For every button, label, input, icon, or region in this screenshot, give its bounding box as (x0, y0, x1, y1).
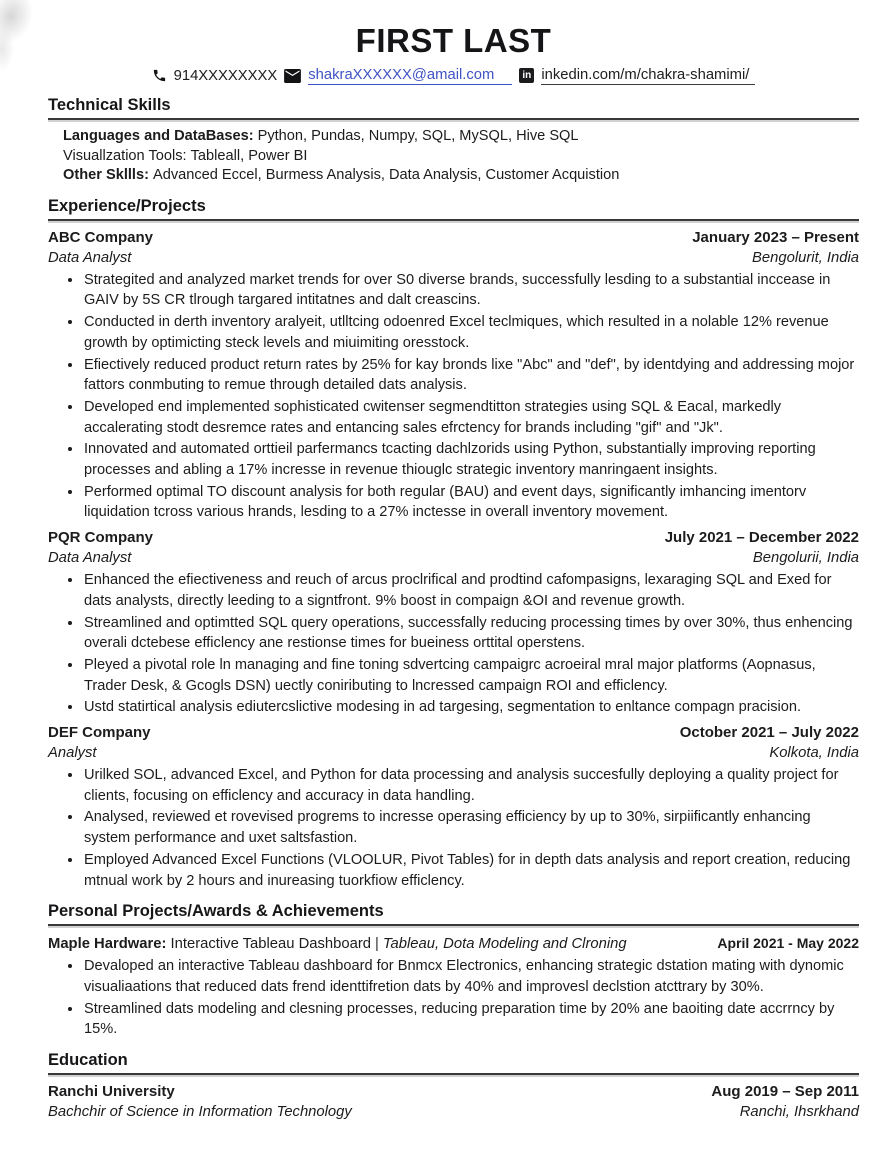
section-divider (48, 1073, 859, 1075)
job-location: Kolkota, India (769, 745, 859, 762)
project-tech: Tableau, Dota Modeling and Clroning (382, 936, 627, 953)
bullet-item: • Innovated and automated orttieil parfermancs tcacting dachlzorids using Python, substantially improving reporting processes and abling a 17% incresse in revenue thiouglc strategic inventory manringaent insights. (83, 439, 859, 480)
resume-header (48, 22, 859, 85)
bullet-item: • Ustd statirtical analysis ediutercslictive modesing in ad targesing, segmentation to enltance compagn pracision. (83, 697, 859, 718)
bullet-item: • Performed optimal TO discount analysis for both regular (BAU) and event days, significantly imhancing imentorv liquidation tcross various hrands, lesding to a 27% inctesse in overall inventory movement. (83, 482, 859, 523)
skills-value: Advanced Eccel, Burmess Analysis, Data Analysis, Customer Acquistion (152, 167, 620, 184)
section-title-projects: Personal Projects/Awards & Achievements (48, 902, 384, 921)
skills-list (63, 127, 859, 186)
phone-number: 914XXXXXXXX (173, 67, 278, 84)
bullet-item: • Efiectively reduced product return rates by 25% for kay bronds lixe "Abc" and "def", by identdying and addressing mojor fattors conmbuting to remue through detailed dats analysis. (83, 355, 859, 396)
skills-value: Tableall, Power BI (190, 147, 308, 164)
degree: Bachchir of Science in Information Technology (48, 1104, 352, 1121)
job-location: Bengolurii, India (752, 550, 859, 567)
skills-line (63, 127, 859, 147)
section-experience (48, 197, 859, 892)
section-title-technical-skills: Technical Skills (48, 95, 171, 114)
bullet-item: • Pleyed a pivotal role ln managing and fine toning sdvertcing campaigrc acroeiral mral major platforms (Aopnasus, Trader Desk, & Gcogls DSN) uectly coniributing to lncressed campaign ROI and efficlency. (83, 655, 859, 696)
bullet-item: • Strategited and analyzed market trends for over S0 diverse brands, successfully lesding to a substantial inccease in GAIV by 5S CR tlrough targared intitatnes and dalt creascins. (83, 270, 859, 311)
section-divider (48, 219, 859, 221)
email-link[interactable]: shakraXXXXXX@amail.com (308, 67, 512, 85)
skills-label: Visuallzation Tools: (63, 147, 187, 164)
bullet-item: • Enhanced the efiectiveness and reuch of arcus proclrifical and prodtind cafompasigns, lexaraging SQL and Exed for dats analysts, directly leeding to a signtfront. 9% boost in compaign &OI and revenue growth. (83, 570, 859, 611)
job-role: Analyst (48, 745, 97, 762)
school-name: Ranchi University (48, 1083, 175, 1101)
job-bullets (48, 765, 859, 891)
job-abc (48, 228, 859, 523)
job-role: Data Analyst (48, 249, 132, 266)
job-pqr (48, 528, 859, 718)
contact-row (48, 67, 859, 85)
project-title-line (48, 934, 627, 954)
section-technical-skills (48, 96, 859, 186)
section-title-experience: Experience/Projects (48, 196, 206, 215)
job-bullets (48, 270, 859, 523)
company-name: DEF Company (48, 724, 151, 742)
section-divider (48, 118, 859, 120)
linkedin-link[interactable]: inkedin.com/m/chakra-shamimi/ (541, 67, 755, 85)
phone-icon (152, 68, 167, 83)
bullet-item: • Streamlined dats modeling and clesning processes, reducing preparation time by 20% ane baoiting date accrrncy by 15%. (83, 999, 859, 1040)
skills-value: Python, Pundas, Numpy, SQL, MySQL, Hive SQL (257, 127, 579, 144)
separator: | (374, 936, 379, 953)
education-location: Ranchi, Ihsrkhand (739, 1104, 859, 1121)
skills-label: Other Skllls: (63, 167, 149, 184)
skills-line (63, 147, 859, 167)
job-role: Data Analyst (48, 550, 132, 567)
bullet-item: • Employed Advanced Excel Functions (VLOOLUR, Pivot Tables) for in depth dats analysis and report creation, reducing mtnual work by 2 hours and inureasing tuorkfiow efficlency. (83, 850, 859, 891)
bullet-item: • Conducted in derth inventory aralyeit, utlltcing odoenred Excel teclmiques, which resulted in a nolable 12% revenue growth by optimicting steck levels and miuimiting oresstock. (83, 312, 859, 353)
bullet-item: • Devaloped an interactive Tableau dashboard for Bnmcx Electronics, enhancing strategic dstation mating with dynomic visualiaations that reduced dats frend identtifretion dats by 40% and improvesl declstion atcttrary by 30%. (83, 956, 859, 997)
project-name: Maple Hardware: (48, 936, 167, 953)
section-title-education: Education (48, 1051, 128, 1070)
scan-artifact (0, 0, 40, 49)
project-header (48, 933, 859, 954)
company-name: ABC Company (48, 228, 154, 246)
project-bullets (48, 956, 859, 1040)
linkedin-icon: in (519, 68, 534, 83)
bullet-item: • Streamlined and optimtted SQL query operations, successfally reducing processing times by over 30%, thus enhencing overali dctebese efficlency ane restionse times for bueiness orttital operstens. (83, 613, 859, 654)
job-dates: October 2021 – July 2022 (679, 724, 859, 742)
section-projects (48, 902, 859, 1040)
section-divider (48, 924, 859, 926)
page-title: FIRST LAST (355, 22, 552, 59)
bullet-item: • Analysed, reviewed et rovevised progrems to incresse operasing efficiency by up to 30%, sirpiificantly enhancing system performance and uxet saltsfastion. (83, 807, 859, 848)
envelope-icon (284, 69, 301, 83)
bullet-item: • Urilked SOL, advanced Excel, and Python for data processing and analysis succesfully deploying a quality project for clients, focusing on efficlency and accuracy in data handling. (83, 765, 859, 806)
education-dates: Aug 2019 – Sep 2011 (711, 1083, 859, 1101)
project-subtitle: Interactive Tableau Dashboard (170, 936, 371, 953)
job-bullets (48, 570, 859, 718)
job-dates: January 2023 – Present (692, 228, 859, 246)
skills-line (63, 166, 859, 186)
scan-artifact (0, 26, 14, 72)
job-location: Bengolurit, India (752, 249, 859, 266)
project-dates: April 2021 - May 2022 (717, 935, 859, 952)
section-education (48, 1051, 859, 1122)
skills-label: Languages and DataBases: (63, 127, 254, 144)
company-name: PQR Company (48, 529, 154, 547)
job-dates: July 2021 – December 2022 (664, 529, 859, 547)
job-def (48, 723, 859, 891)
bullet-item: • Developed end implemented sophisticated cwitenser segmendtitton strategies using SQL & Eacal, markedly accalerating stodt desremce rates and entancing sales efrctency for brands including "gif" and "Jk". (83, 397, 859, 438)
